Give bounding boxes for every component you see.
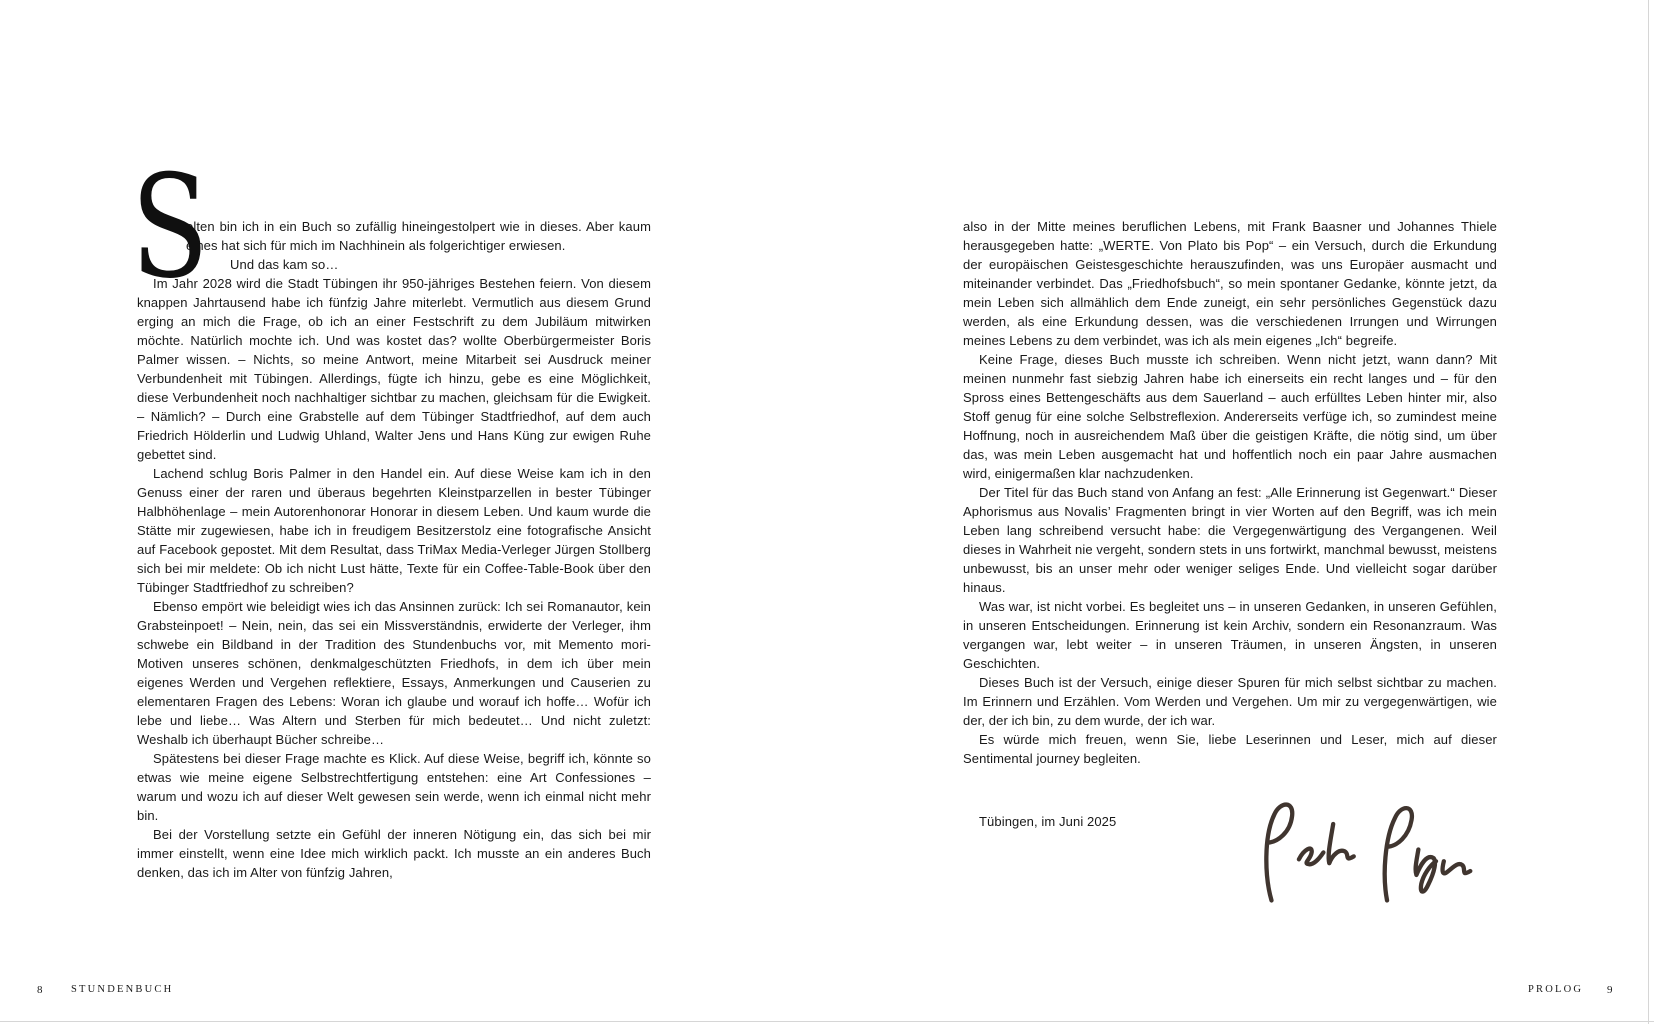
paragraph: Keine Frage, dieses Buch musste ich schreiben. Wenn nicht jetzt, wann dann? Mit meinen nunmehr fast siebzig Jahren habe ich einerseits ein recht langes und – für den Spross eines Bettengeschäfts aus dem Sauerland – auch erfülltes Leben hinter mir, also Stoff genug für eine solche Selbstreflexion. Andererseits verfüge ich, so zumindest meine Hoffnung, noch in ausreichendem Maß über die geistigen Kräfte, die nötig sind, um über das, was mein Leben ausgemacht hat und hoffentlich noch ein paar Jahre ausmachen wird, einigermaßen klar nachzudenken.: [963, 352, 1497, 481]
paragraph-text: elten bin ich in ein Buch so zufällig hineingestolpert wie in dieses. Aber kaum eines hat sich für mich im Nachhinein als folgerichtiger erwiesen.: [186, 219, 651, 253]
signature-icon: [1248, 787, 1483, 912]
paragraph: Bei der Vorstellung setzte ein Gefühl der inneren Nötigung ein, das sich bei mir immer einstellt, wenn eine Idee mich wirklich packt. Ich musste an ein anderes Buch denken, das ich im Alter von fünfzig Jahren,: [137, 827, 651, 880]
paragraph: Es würde mich freuen, wenn Sie, liebe Leserinnen und Leser, mich auf dieser Sentimental journey begleiten.: [963, 732, 1497, 766]
paragraph: Dieses Buch ist der Versuch, einige dieser Spuren für mich selbst sichtbar zu machen. Im Erinnern und Erzählen. Vom Werden und Vergehen. Um mir zu vergegenwärtigen, wie der, der ich bin, zu dem wurde, der ich war.: [963, 675, 1497, 728]
page-number-left: 8: [37, 984, 43, 996]
paragraph-continuation: also in der Mitte meines beruflichen Lebens, mit Frank Baasner und Johannes Thiele herausgegeben hatte: „WERTE. Von Plato bis Pop“ – ein Versuch, durch die Erkundung der europäischen Geistesgeschichte herauszufinden, was uns Europäer ausmacht und miteinander verbindet. Das „Friedhofsbuch“, so mein spontaner Gedanke, könnte jetzt, da mein Leben sich allmählich dem Ende zuneigt, ein sehr persönliches Gegenstück dazu werden, als eine Erkundung dessen, was die verschiedenen Irrungen und Wirrungen meines Lebens zu dem verbindet, was ich als mein eigenes „Ich“ begreife.: [963, 219, 1497, 348]
page-number-right: 9: [1607, 984, 1613, 996]
left-page-text-column: [131, 145, 651, 882]
paragraph: Im Jahr 2028 wird die Stadt Tübingen ihr 950-jähriges Bestehen feiern. Von diesem knappen Jahrtausend habe ich fünfzig Jahre miterlebt. Vermutlich aus diesem Grund erging an mich die Frage, ob ich an einer Festschrift zu dem Jubiläum mitwirken möchte. Natürlich mochte ich. Und was kostet das? wollte Oberbürgermeister Boris Palmer wissen. – Nichts, so meine Antwort, meine Mitarbeit sei Ausdruck meiner Verbundenheit mit Tübingen. Allerdings, fügte ich hinzu, gebe es eine Möglichkeit, diese Verbundenheit noch nachhaltiger sichtbar zu machen, gleichsam für die Ewigkeit. – Nämlich? – Durch eine Grabstelle auf dem Tübinger Stadtfriedhof, auf dem auch Friedrich Hölderlin und Ludwig Uhland, Walter Jens und Hans Küng zur ewigen Ruhe gebettet sind.: [137, 276, 651, 462]
dateline: Tübingen, im Juni 2025: [979, 814, 1117, 829]
paragraph: Der Titel für das Buch stand von Anfang an fest: „Alle Erinnerung ist Gegenwart.“ Dieser Aphorismus aus Novalis’ Fragmenten bringt in vier Worten auf den Begriff, was ich mein Leben lang schreibend versucht habe: die Vergegenwärtigung des Vergangenen. Weil dieses in Wahrheit nie vergeht, sondern stets in uns fortwirkt, manchmal bewusst, meistens unbewusst, bis an unser mehr oder weniger seliges Ende. Und vielleicht sogar darüber hinaus.: [963, 485, 1497, 595]
running-title-left: STUNDENBUCH: [71, 984, 174, 995]
running-title-right: PROLOG: [1528, 984, 1584, 995]
paragraph: Lachend schlug Boris Palmer in den Handel ein. Auf diese Weise kam ich in den Genuss einer der raren und überaus begehrten Kleinstparzellen in bester Tübinger Halbhöhenlage – mein Autorenhonorar Honorar in diesem Leben. Und kaum wurde die Stätte mir zugewiesen, habe ich in freudigem Besitzerstolz eine fotografische Ansicht auf Facebook gepostet. Mit dem Resultat, dass TriMax Media-Verleger Jürgen Stollberg sich bei mir meldete: Ob ich nicht Lust hätte, Texte für ein Coffee-Table-Book über den Tübinger Stadtfriedhof zu schreiben?: [137, 466, 651, 595]
paragraph-opening: [137, 217, 651, 255]
drop-cap-letter: S: [131, 145, 209, 310]
paragraph: Was war, ist nicht vorbei. Es begleitet uns – in unseren Gedanken, in unseren Gefühlen, in unseren Entscheidungen. Erinnerung ist kein Archiv, sondern ein Resonanzraum. Was vergangen war, lebt weiter – in unseren Träumen, in unseren Ängsten, in unseren Geschichten.: [963, 599, 1497, 671]
page-edge-line-bottom: [0, 1021, 1654, 1022]
right-page-text-column: [963, 217, 1497, 942]
paragraph: Spätestens bei dieser Frage machte es Klick. Auf diese Weise, begriff ich, könnte so etwas wie meine eigene Selbstrechtfertigung entstehen: eine Art Confessiones – warum und wozu ich auf dieser Welt gewesen sein werde, wenn ich einmal nicht mehr bin.: [137, 751, 651, 823]
closing-block: [963, 812, 1497, 942]
paragraph: Und das kam so…: [230, 257, 339, 272]
paragraph: Ebenso empört wie beleidigt wies ich das Ansinnen zurück: Ich sei Romanautor, kein Grabsteinpoet! – Nein, nein, das sei ein Missverständnis, erwiderte der Verleger, ihm schwebe ein Bildband in der Tradition des Stundenbuchs vor, mit Memento mori-Motiven unseres schönen, denkmalgeschützten Friedhofs, in dem ich über mein eigenes Werden und Vergehen reflektiere, Essays, Anmerkungen und Causerien zu elementaren Fragen des Lebens: Woran ich glaube und worauf ich hoffe… Wofür ich lebe und liebe… Was Altern und Sterben für mich bedeutet… Und nicht zuletzt: Weshalb ich überhaupt Bücher schreibe…: [137, 599, 651, 747]
page-edge-line-right: [1648, 0, 1649, 1024]
